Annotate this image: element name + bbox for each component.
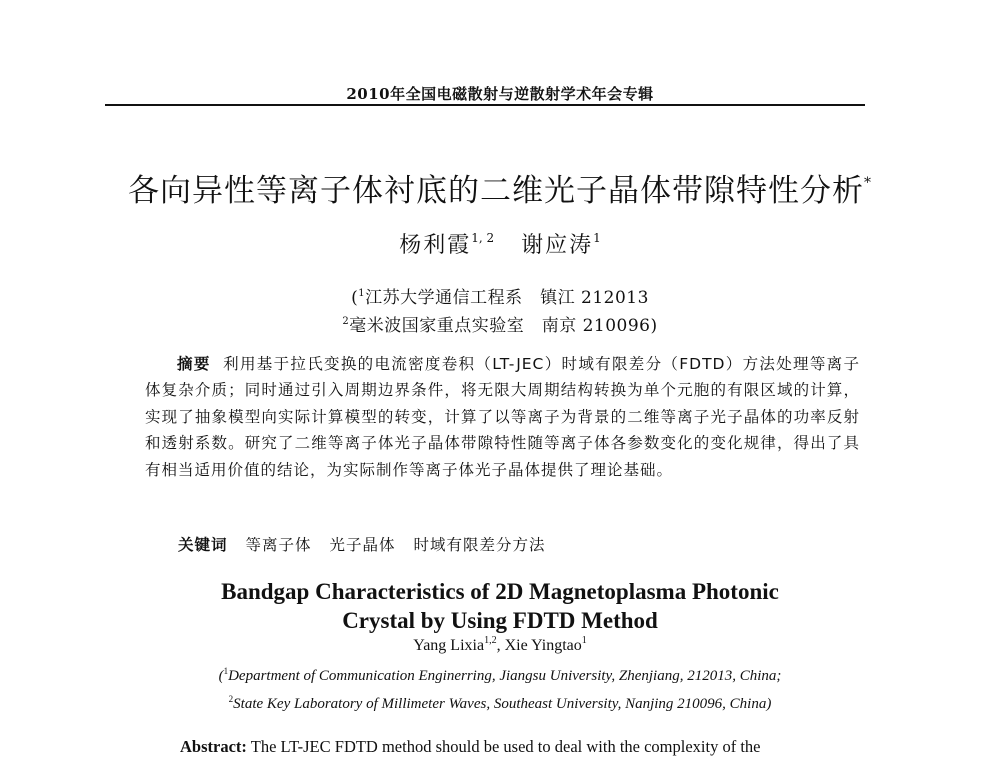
journal-header: 2010年全国电磁散射与逆散射学术年会专辑 <box>346 85 654 103</box>
affiliation-en-2 <box>0 694 1000 713</box>
author-zh-name: 谢应涛 <box>521 233 594 258</box>
paren-open: ( <box>351 288 359 308</box>
author-en-name: Xie Yingtao <box>504 637 582 654</box>
paren-close: ) <box>650 316 658 336</box>
affiliation-text: 江苏大学通信工程系 镇江 212013 <box>365 288 649 308</box>
affiliation-mark: 2 <box>228 694 234 704</box>
affiliation-text: Department of Communication Enginerring, Jiangsu University, Zhenjiang, 212013, China; <box>228 668 782 684</box>
affiliation-mark: 2 <box>342 316 350 327</box>
keywords-zh <box>178 533 546 555</box>
author-en-affil: 1,2 <box>484 635 497 646</box>
author-en-name: Yang Lixia <box>413 637 485 654</box>
title-en-line-2: Crystal by Using FDTD Method <box>342 608 658 633</box>
abstract-zh <box>145 351 860 483</box>
title-zh-text: 各向异性等离子体衬底的二维光子晶体带隙特性分析 <box>128 173 864 209</box>
author-separator: , <box>496 637 505 654</box>
affiliation-en-1 <box>0 666 1000 685</box>
keyword-item: 时域有限差分方法 <box>413 536 546 554</box>
abstract-zh-label: 摘要 <box>177 355 211 373</box>
authors-en <box>0 635 1000 655</box>
keyword-item: 等离子体 <box>245 536 312 554</box>
author-zh-affil: 1, 2 <box>471 231 495 245</box>
affiliation-text: State Key Laboratory of Millimeter Waves, Southeast University, Nanjing 210096, China) <box>233 696 772 712</box>
affiliation-mark: 1 <box>358 288 366 299</box>
abstract-en <box>180 737 761 757</box>
paper-title-zh <box>0 165 1000 210</box>
keywords-zh-label: 关键词 <box>178 536 228 554</box>
affiliation-zh-2 <box>0 311 1000 336</box>
paren-open: ( <box>218 668 224 684</box>
title-footnote-mark: * <box>864 175 872 191</box>
authors-zh <box>0 228 1000 259</box>
affiliation-zh-1 <box>0 283 1000 308</box>
abstract-zh-body: 利用基于拉氏变换的电流密度卷积（LT-JEC）时域有限差分（FDTD）方法处理等离子体复杂介质；同时通过引入周期边界条件，将无限大周期结构转换为单个元胞的有限区域的计算，实现了抽象模型向实际计算模型的转变，计算了以等离子为背景的二维等离子光子晶体的功率反射和透射系数。研究了二维等离子体光子晶体带隙特性随等离子体各参数变化的变化规律，得出了具有相当适用价值的结论，为实际制作等离子体光子晶体提供了理论基础。 <box>145 355 860 479</box>
author-zh-name: 杨利霞 <box>399 233 472 258</box>
title-en-line-1: Bandgap Characteristics of 2D Magnetoplasma Photonic <box>221 579 779 604</box>
author-en-affil: 1 <box>581 635 587 646</box>
author-zh-affil: 1 <box>593 231 601 245</box>
affiliation-text: 毫米波国家重点实验室 南京 210096 <box>349 316 651 336</box>
abstract-en-label: Abstract: <box>180 737 247 756</box>
affiliation-mark: 1 <box>223 666 229 676</box>
abstract-en-body: The LT-JEC FDTD method should be used to deal with the complexity of the <box>250 737 761 756</box>
keyword-item: 光子晶体 <box>329 536 396 554</box>
paper-title-en <box>0 577 1000 635</box>
header-rule <box>105 104 865 106</box>
